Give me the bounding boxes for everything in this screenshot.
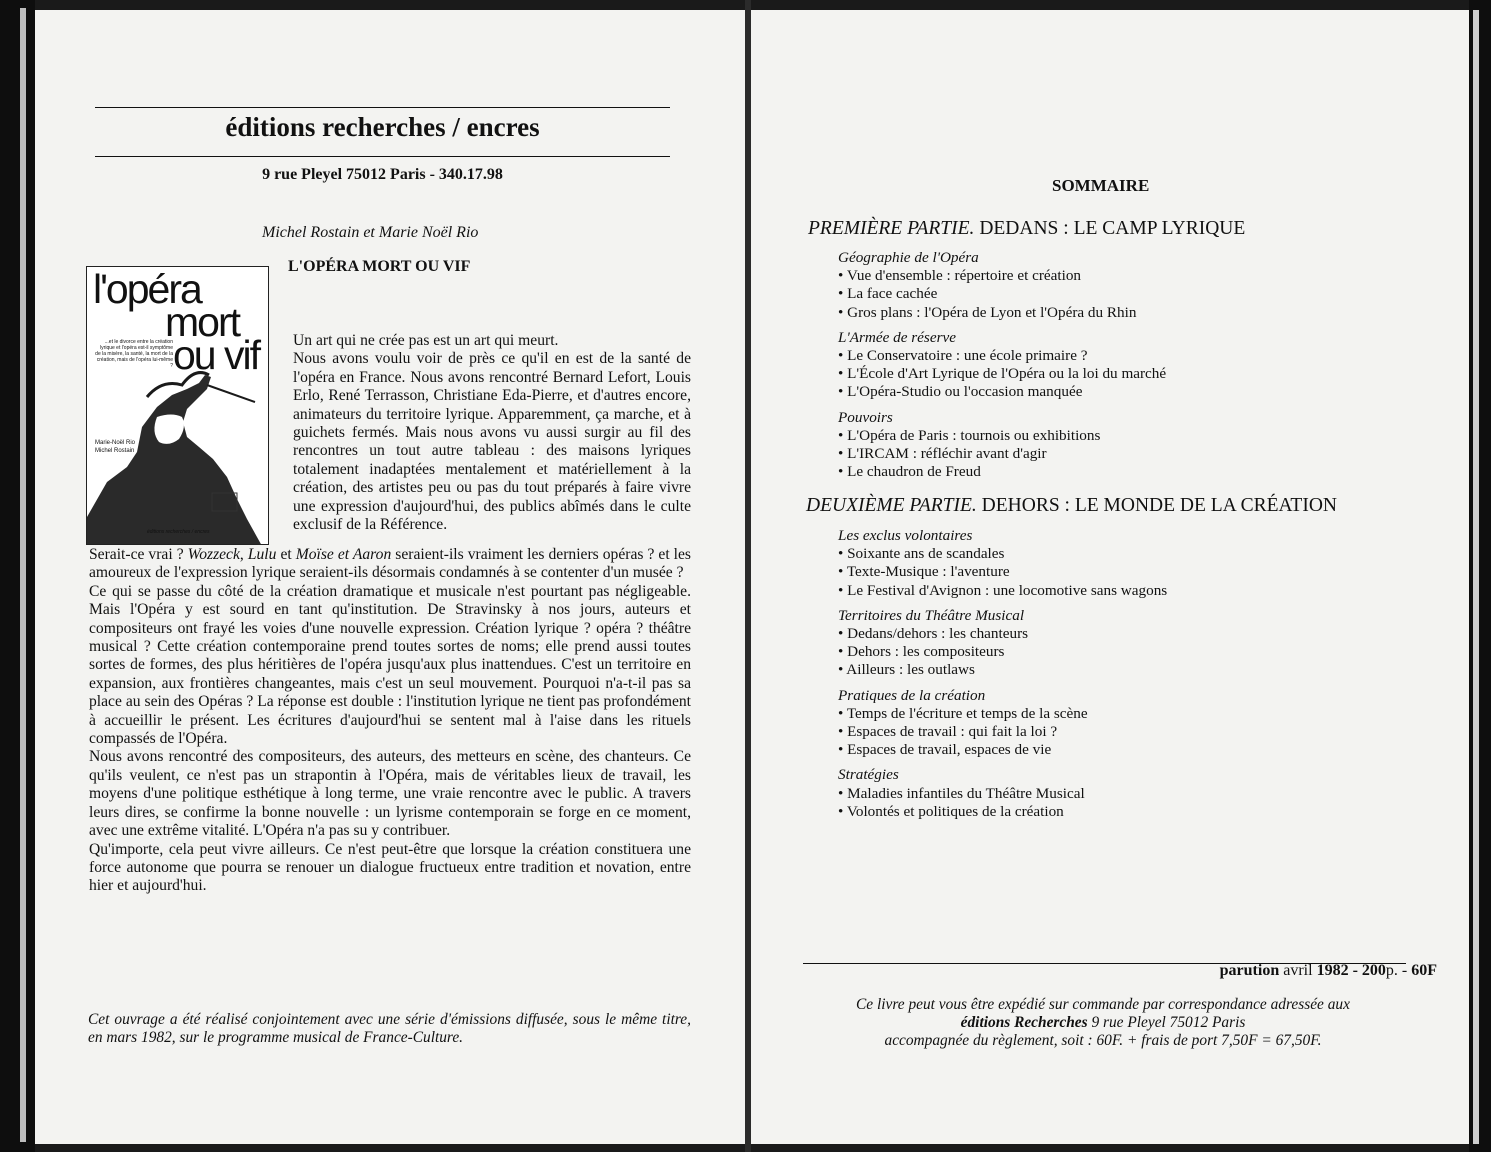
publisher-name: éditions recherches / encres	[225, 112, 540, 142]
part-1-label: PREMIÈRE PARTIE.	[808, 218, 975, 239]
paragraph: Ce qui se passe du côté de la création dramatique et musicale n'est pourtant pas négligeable. Mais l'Opéra y est sourd en tant qu'institution. De Stravinsky à nos jours, auteurs et compositeurs ont frayé les voies d'une nouvelle expression. Création lyrique ? opéra ? théâtre musical ? Cette création contemporaine prend toutes sortes de noms; elle prend aussi toutes sortes de formes, des plus héritières de l'opéra jusqu'aux plus inattendues. C'est un territoire en expansion, aux frontières changeantes, mais c'est un seul mouvement. Pourquoi n'a-t-il pas sa place au sein des Opéras ? La réponse est double : l'institution lyrique ne tient pas profondément à accueillir le présent. Les écritures d'aujourd'hui se sentent mal à l'aise dans les rituels compassés de l'Opéra.	[89, 582, 691, 748]
scan-edge-left	[0, 0, 35, 1152]
description-narrow	[293, 332, 691, 534]
text-run: et	[276, 546, 296, 563]
part-2-heading	[806, 495, 1337, 517]
order-line-3: accompagnée du règlement, soit : 60F. + frais de port 7,50F = 67,50F.	[884, 1032, 1322, 1050]
toc-section-title: Les exclus volontaires	[838, 527, 973, 544]
paragraph: Nous avons rencontré des compositeurs, des auteurs, des metteurs en scène, des chanteurs. Ce qu'ils veulent, ce n'est pas un strapontin à l'Opéra, mais de véritables lieux de travail, les moyens d'une politique esthétique à long terme, une vraie rencontre avec le public. A travers leurs dires, se confirme la bonne nouvelle : un lyrisme contemporain se forge en ce moment, avec une extrême vitalité. L'Opéra n'a pas su y contribuer.	[89, 748, 691, 840]
toc-item: • Temps de l'écriture et temps de la scène	[838, 704, 1088, 722]
toc-item: • L'IRCAM : réfléchir avant d'agir	[838, 445, 1047, 463]
text-run: ,	[239, 546, 248, 563]
toc-item: • La face cachée	[838, 285, 938, 303]
toc-item: • Le chaudron de Freud	[838, 463, 981, 481]
cover-author-1: Marie-Noël Rio	[95, 440, 136, 446]
toc-item: • Volontés et politiques de la création	[838, 802, 1064, 820]
cover-title-line3: ou vif	[173, 332, 259, 378]
toc-section-title: Territoires du Théâtre Musical	[838, 606, 1025, 624]
toc-section-title: Stratégies	[838, 766, 899, 784]
toc-section-title: Pouvoirs	[838, 408, 893, 426]
publication-info	[1220, 962, 1437, 980]
toc-heading: SOMMAIRE	[1052, 176, 1150, 195]
toc-section-title: Pratiques de la création	[838, 686, 986, 704]
order-line-1: Ce livre peut vous être expédié sur commande par correspondance adressée aux	[856, 996, 1350, 1013]
part-1-toc	[838, 249, 1166, 481]
toc-item: • Soixante ans de scandales	[838, 545, 1005, 563]
paragraph: Un art qui ne crée pas est un art qui meurt.	[293, 332, 559, 349]
part-2-toc	[838, 527, 1167, 821]
work-title: Moïse et Aaron	[295, 546, 392, 563]
toc-item: • Ailleurs : les outlaws	[838, 661, 975, 679]
order-publisher: éditions Recherches	[960, 1014, 1088, 1032]
page-edge-strip-left	[20, 8, 26, 1142]
text-run: seraient-ils vraiment les derniers opéras ? et les amoureux de l'expression lyrique seraient-ils désormais condamnés à se contenter d'un musée ?	[89, 546, 691, 582]
toc-item: • L'Opéra-Studio ou l'occasion manquée	[838, 383, 1083, 401]
toc-item: • Vue d'ensemble : répertoire et création	[838, 267, 1082, 285]
footnote: Cet ouvrage a été réalisé conjointement avec une série d'émissions diffusée, sous le même titre, en mars 1982, sur le programme musical de France-Culture.	[88, 1011, 691, 1046]
cover-publisher: éditions recherches / encres	[147, 529, 210, 535]
part-2-label: DEUXIÈME PARTIE.	[806, 495, 977, 516]
parution-month: avril	[1279, 962, 1317, 979]
toc-item: • L'École d'Art Lyrique de l'Opéra ou la loi du marché	[838, 365, 1167, 383]
parution-pages-unit: p. -	[1385, 962, 1412, 979]
book-cover-image	[86, 266, 269, 545]
parution-year-pages: 1982 - 200	[1316, 962, 1386, 979]
work-title: Wozzeck	[187, 546, 240, 563]
cover-title-line2: mort	[165, 299, 239, 345]
toc-item: • Maladies infantiles du Théâtre Musical	[838, 784, 1085, 802]
toc-section-title: Géographie de l'Opéra	[838, 249, 979, 266]
description-wide	[89, 546, 691, 896]
toc-item: • Espaces de travail : qui fait la loi ?	[838, 723, 1058, 741]
page-edge-strip-right	[1473, 10, 1479, 1144]
text-run: Serait-ce vrai ?	[89, 546, 188, 563]
price: 60F	[1411, 962, 1437, 979]
cover-blurb: ...et le divorce entre la création lyrique et l'opéra est-il symptôme de la misère, la santé, la mort de la création, mais de l'opéra lui-même ?	[95, 339, 173, 369]
cover-authors	[95, 439, 135, 455]
part-1-heading	[808, 218, 1245, 240]
order-line-2	[803, 1014, 1403, 1032]
work-title: Lulu	[247, 546, 277, 563]
cover-author-2: Michel Rostain	[95, 448, 135, 454]
book-authors: Michel Rostain et Marie Noël Rio	[262, 224, 479, 241]
part-2-title: DEHORS : LE MONDE DE LA CRÉATION	[976, 495, 1337, 516]
paragraph-serait	[89, 546, 691, 583]
paragraph: Nous avons voulu voir de près ce qu'il en est de la santé de l'opéra en France. Nous avons rencontré Bernard Lefort, Louis Erlo, René Terrasson, Christiane Eda-Pierre, et d'autres encore, animateurs du territoire lyrique. Apparemment, ça marche, et à guichets fermés. Mais nous avons vu aussi surgir au fil des rencontres un tout autre tableau : des maisons lyriques totalement inadaptées mentalement et matériellement à la création, des artistes peu ou pas du tout préparés à faire vivre une expression d'aujourd'hui, des publics abîmés dans le culte exclusif de la Référence.	[293, 350, 691, 534]
publisher-address: 9 rue Pleyel 75012 Paris - 340.17.98	[262, 166, 503, 183]
toc-section-title: L'Armée de réserve	[838, 328, 956, 346]
toc-item: • L'Opéra de Paris : tournois ou exhibitions	[838, 426, 1101, 444]
toc-item: • Le Conservatoire : une école primaire ?	[838, 347, 1088, 365]
toc-item: • Gros plans : l'Opéra de Lyon et l'Opéra du Rhin	[838, 303, 1137, 321]
paragraph: Qu'importe, cela peut vivre ailleurs. Ce n'est peut-être que lorsque la création constituera une force autonome que pourra se renouer un dialogue fructueux entre tradition et novation, entre hier et aujourd'hui.	[89, 840, 691, 895]
order-address: 9 rue Pleyel 75012 Paris	[1087, 1014, 1246, 1032]
cover-title-line1: l'opéra	[93, 266, 201, 312]
toc-item: • Dehors : les compositeurs	[838, 643, 1005, 661]
toc-item: • Texte-Musique : l'aventure	[838, 563, 1010, 581]
header-rule-bottom	[95, 156, 670, 157]
toc-item: • Espaces de travail, espaces de vie	[838, 741, 1052, 759]
order-info	[803, 996, 1403, 1051]
part-1-title: DEDANS : LE CAMP LYRIQUE	[974, 218, 1246, 239]
parution-label: parution	[1219, 962, 1280, 979]
book-title: L'OPÉRA MORT OU VIF	[288, 258, 471, 275]
order-rule	[803, 963, 1406, 964]
toc-item: • Dedans/dehors : les chanteurs	[838, 625, 1029, 643]
toc-item: • Le Festival d'Avignon : une locomotive sans wagons	[838, 581, 1168, 599]
header-rule-top	[95, 107, 670, 108]
scan-edge-right	[1469, 0, 1491, 1152]
